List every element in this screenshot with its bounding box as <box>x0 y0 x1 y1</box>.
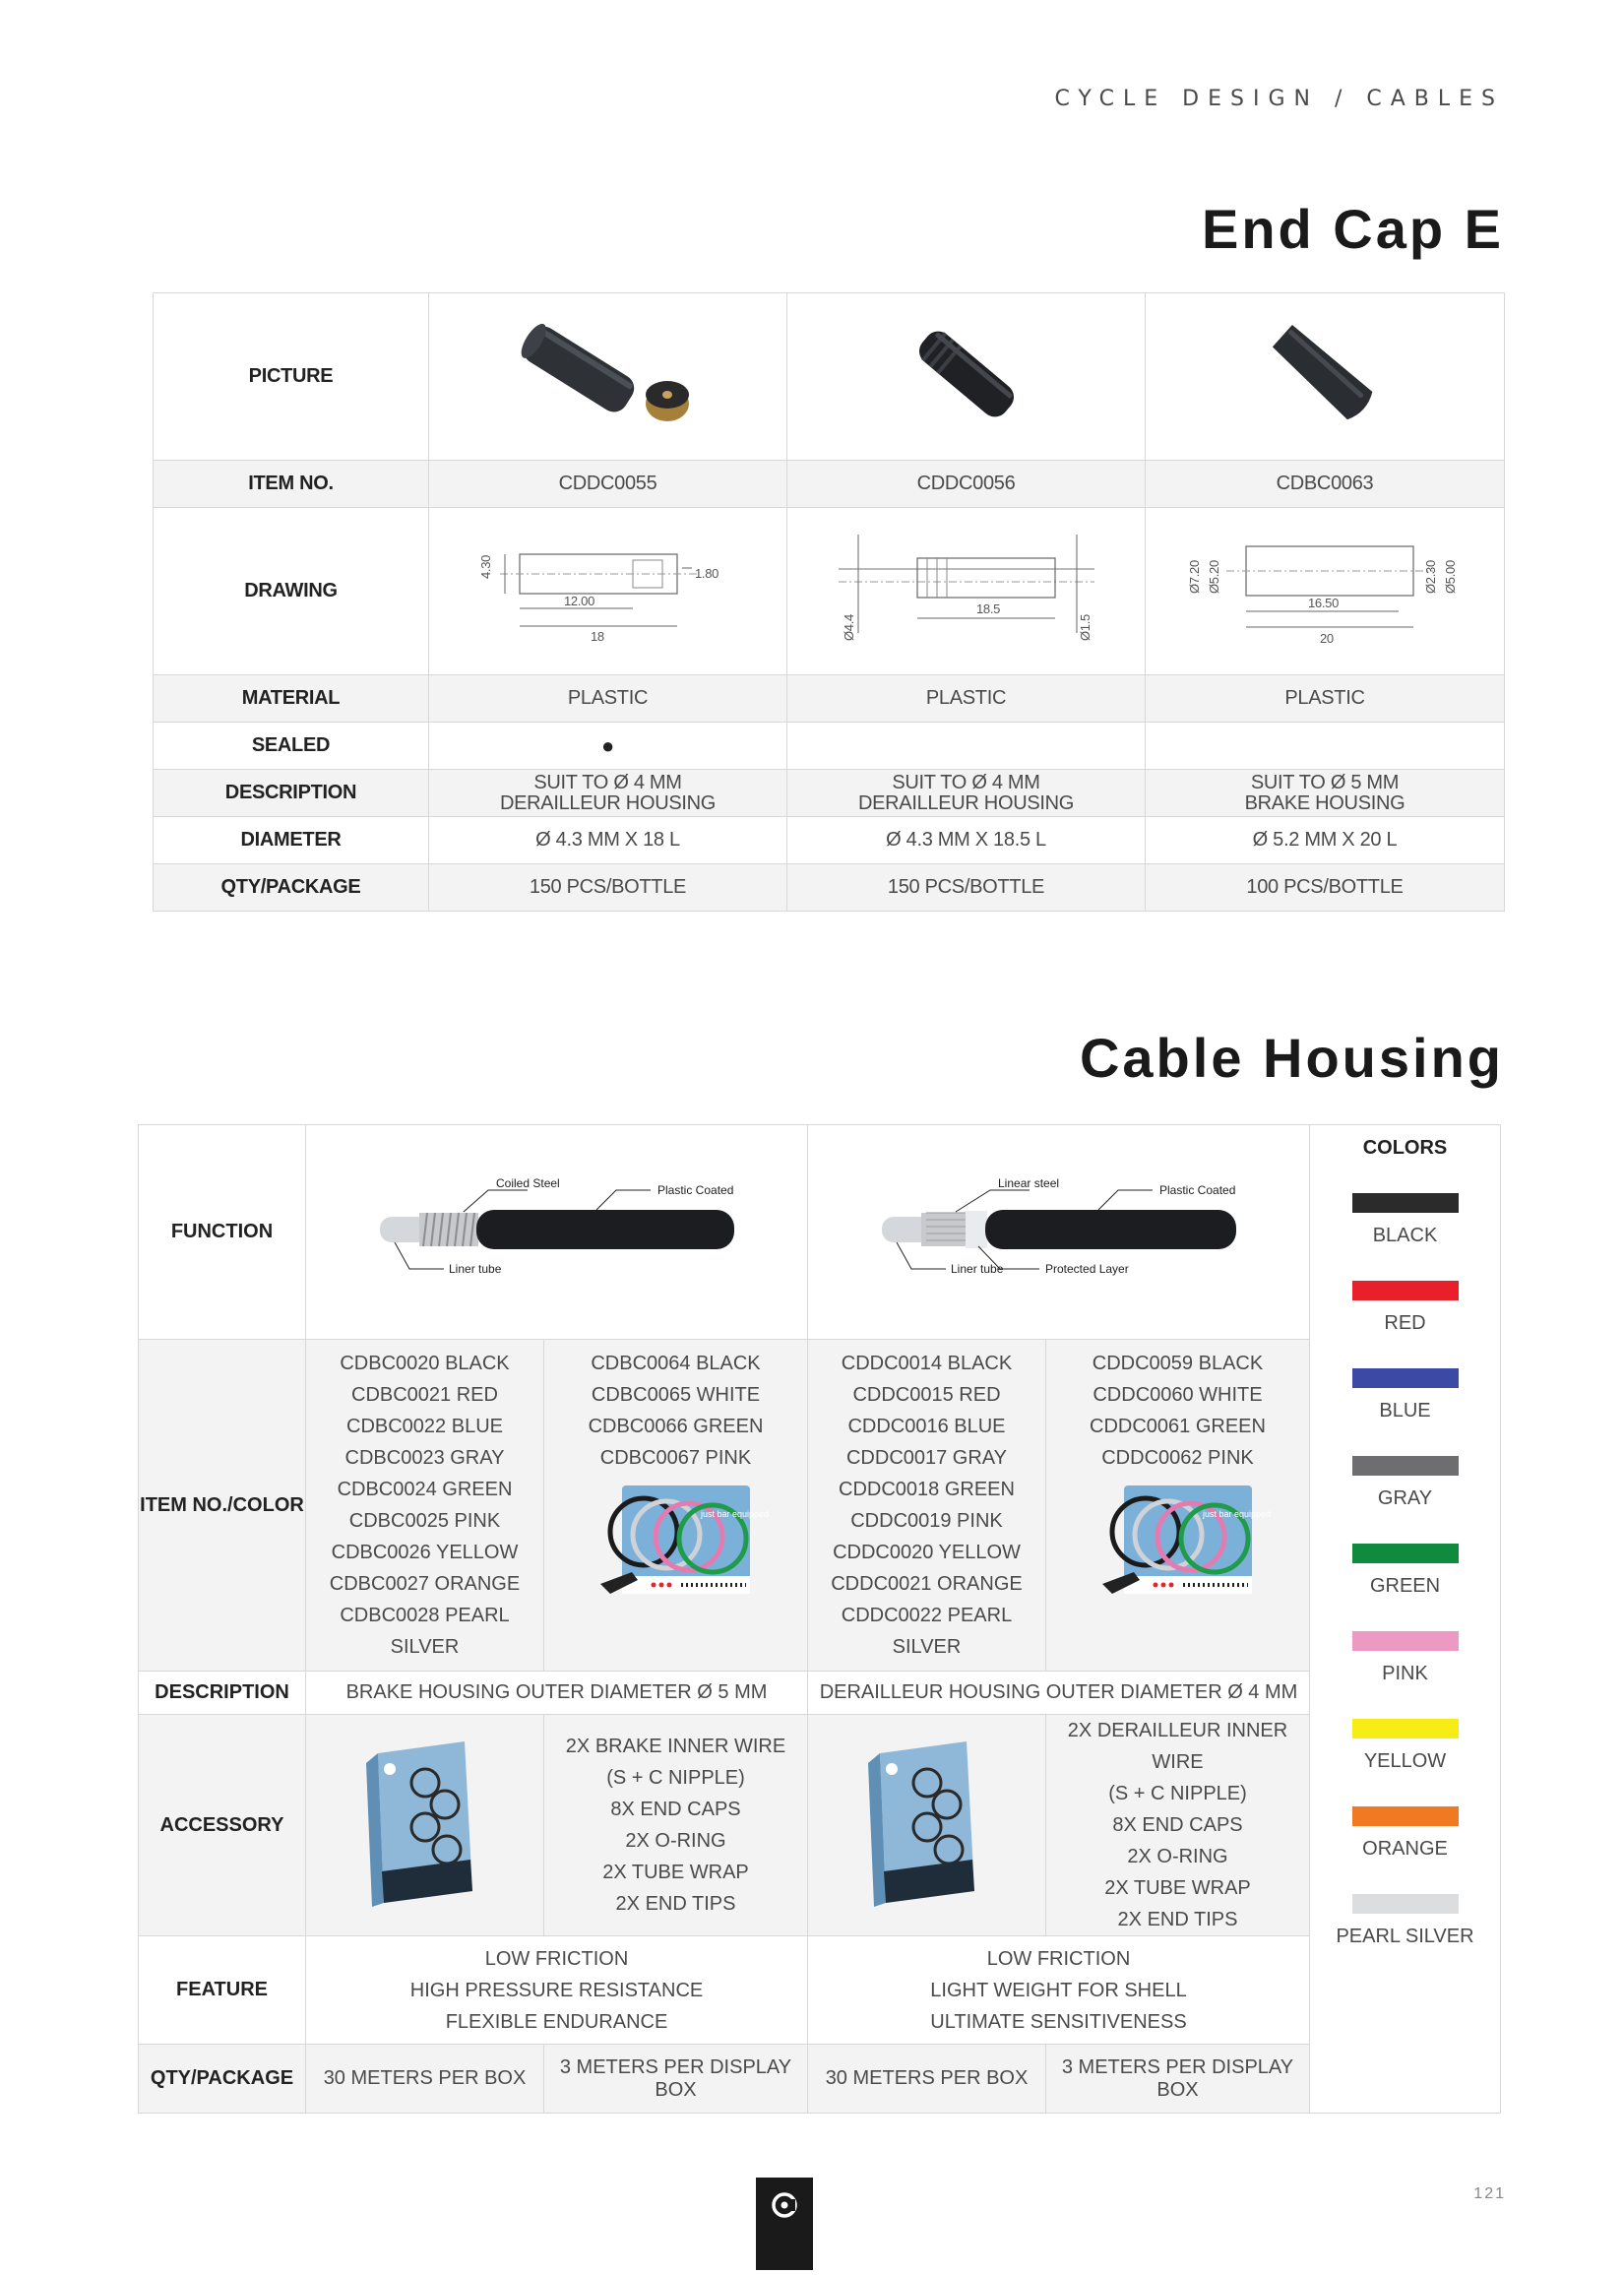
accessory-entry: 2X END TIPS <box>1117 1909 1238 1930</box>
row-label-drawing: DRAWING <box>154 508 429 675</box>
color-swatch <box>1352 1281 1459 1300</box>
diagram-label: Protected Layer <box>1044 1261 1129 1276</box>
row-label-picture: PICTURE <box>154 293 429 461</box>
item-color-entry: CDDC0022 PEARL SILVER <box>841 1605 1013 1658</box>
dim-label: Ø1.5 <box>1077 613 1093 641</box>
qty-1: 150 PCS/BOTTLE <box>429 864 787 912</box>
housing-title: Cable Housing <box>1079 1027 1504 1089</box>
row-label-description: DESCRIPTION <box>139 1672 306 1715</box>
brake-qty-box: 30 METERS PER BOX <box>306 2045 544 2114</box>
item-color-entry: CDDC0020 YELLOW <box>833 1542 1021 1563</box>
feature-entry: LOW FRICTION <box>986 1947 1131 1970</box>
diagram-label: Liner tube <box>950 1261 1003 1276</box>
derailleur-cable-diagram <box>872 1175 1246 1284</box>
item-color-entry: CDBC0027 ORANGE <box>329 1573 521 1595</box>
item-color-entry: CDBC0023 GRAY <box>344 1447 505 1469</box>
technical-drawing-2 <box>819 525 1114 653</box>
product-picture-1 <box>429 293 787 461</box>
accessory-entry: (S + C NIPPLE) <box>606 1767 745 1789</box>
derailleur-feature-list <box>808 1936 1310 2045</box>
brake-accessory-box <box>306 1715 544 1936</box>
row-label-qty: QTY/PACKAGE <box>139 2045 306 2114</box>
item-no-1: CDDC0055 <box>429 461 787 508</box>
dim-label: Ø5.20 <box>1207 559 1221 594</box>
color-swatch-label: GRAY <box>1377 1487 1433 1509</box>
color-swatch <box>1352 1806 1459 1826</box>
item-color-entry: CDDC0014 BLACK <box>841 1353 1013 1374</box>
item-color-entry: CDBC0064 BLACK <box>591 1353 761 1374</box>
dim-label: 12.00 <box>563 593 594 608</box>
dim-label: 4.30 <box>477 554 493 579</box>
dim-label: 18.5 <box>975 600 1000 616</box>
derailleur-display-items <box>1046 1340 1310 1672</box>
dim-label: 18 <box>590 628 604 644</box>
description-line: SUIT TO Ø 4 MM <box>533 771 682 793</box>
description-2 <box>787 770 1146 817</box>
item-color-entry: CDDC0016 BLUE <box>847 1416 1006 1437</box>
color-swatch <box>1352 1719 1459 1738</box>
row-label-description: DESCRIPTION <box>154 770 429 817</box>
color-swatch <box>1352 1456 1459 1476</box>
drawing-1 <box>429 508 787 675</box>
brake-description: BRAKE HOUSING OUTER DIAMETER Ø 5 MM <box>306 1672 808 1715</box>
display-box-text: just bar equipped <box>700 1509 769 1519</box>
colors-heading: COLORS <box>1362 1137 1448 1159</box>
row-label-qty: QTY/PACKAGE <box>154 864 429 912</box>
color-swatch <box>1352 1631 1459 1651</box>
item-color-entry: CDDC0061 GREEN <box>1090 1416 1266 1437</box>
derailleur-qty-display: 3 METERS PER DISPLAY BOX <box>1046 2045 1310 2114</box>
sealed-3 <box>1146 723 1505 770</box>
color-swatch-label: GREEN <box>1369 1575 1441 1597</box>
feature-entry: LOW FRICTION <box>484 1947 629 1970</box>
brake-function-diagram <box>306 1125 808 1340</box>
item-color-entry: CDDC0062 PINK <box>1101 1447 1254 1469</box>
color-swatch <box>1352 1894 1459 1914</box>
diagram-label: Plastic Coated <box>1158 1182 1235 1197</box>
brake-box-items <box>306 1340 544 1672</box>
item-color-entry: CDBC0021 RED <box>351 1384 498 1406</box>
accessory-entry: 2X TUBE WRAP <box>1104 1877 1251 1899</box>
accessory-box-image <box>868 1734 986 1911</box>
brake-cable-diagram <box>370 1175 744 1284</box>
accessory-entry: 2X TUBE WRAP <box>602 1862 749 1883</box>
end-cap-image-1 <box>510 310 707 438</box>
derailleur-function-diagram <box>808 1125 1310 1340</box>
item-color-entry: CDBC0066 GREEN <box>588 1416 764 1437</box>
dim-label: 16.50 <box>1308 595 1340 610</box>
row-label-accessory: ACCESSORY <box>139 1715 306 1936</box>
item-no-2: CDDC0056 <box>787 461 1146 508</box>
drawing-2 <box>787 508 1146 675</box>
description-line: BRAKE HOUSING <box>1244 791 1405 814</box>
feature-entry: FLEXIBLE ENDURANCE <box>445 2010 668 2033</box>
item-color-entry: CDDC0018 GREEN <box>839 1479 1015 1500</box>
display-box-image <box>593 1478 769 1606</box>
housing-table <box>138 1124 1501 2114</box>
display-box-text: just bar equipped <box>1202 1509 1271 1519</box>
drawing-3 <box>1146 508 1505 675</box>
item-color-entry: CDDC0017 GRAY <box>845 1447 1008 1469</box>
row-label-item-color: ITEM NO./COLOR <box>139 1340 306 1672</box>
footer-logo-tab <box>756 2178 813 2270</box>
dim-label: Ø5.00 <box>1443 559 1458 594</box>
item-color-entry: CDBC0020 BLACK <box>340 1353 510 1374</box>
accessory-entry: 2X BRAKE INNER WIRE <box>565 1736 786 1757</box>
derailleur-qty-box: 30 METERS PER BOX <box>808 2045 1046 2114</box>
diameter-3: Ø 5.2 MM X 20 L <box>1146 817 1505 864</box>
brake-accessory-list <box>544 1715 808 1936</box>
derailleur-accessory-list <box>1046 1715 1310 1936</box>
qty-3: 100 PCS/BOTTLE <box>1146 864 1505 912</box>
accessory-box-image <box>366 1734 484 1911</box>
item-color-entry: CDDC0060 WHITE <box>1093 1384 1263 1406</box>
diagram-label: Coiled Steel <box>495 1175 560 1190</box>
description-3 <box>1146 770 1505 817</box>
item-color-entry: CDBC0028 PEARL SILVER <box>340 1605 510 1658</box>
colors-column <box>1310 1125 1501 2114</box>
display-box-image <box>1094 1478 1271 1606</box>
color-swatch <box>1352 1368 1459 1388</box>
item-no-3: CDBC0063 <box>1146 461 1505 508</box>
item-color-entry: CDDC0015 RED <box>852 1384 1001 1406</box>
derailleur-accessory-box <box>808 1715 1046 1936</box>
end-cap-image-2 <box>898 310 1035 438</box>
accessory-entry: 8X END CAPS <box>610 1799 741 1820</box>
derailleur-box-items <box>808 1340 1046 1672</box>
page-header: CYCLE DESIGN / CABLES <box>1054 87 1504 111</box>
item-color-entry: CDBC0022 BLUE <box>346 1416 503 1437</box>
item-color-entry: CDDC0059 BLACK <box>1092 1353 1264 1374</box>
feature-entry: HIGH PRESSURE RESISTANCE <box>409 1979 704 2001</box>
item-color-entry: CDBC0067 PINK <box>599 1447 752 1469</box>
derailleur-description: DERAILLEUR HOUSING OUTER DIAMETER Ø 4 MM <box>808 1672 1310 1715</box>
row-label-item: ITEM NO. <box>154 461 429 508</box>
color-swatch <box>1352 1193 1459 1213</box>
diameter-1: Ø 4.3 MM X 18 L <box>429 817 787 864</box>
item-color-entry: CDBC0026 YELLOW <box>331 1542 519 1563</box>
row-label-material: MATERIAL <box>154 675 429 723</box>
accessory-entry: (S + C NIPPLE) <box>1108 1783 1247 1804</box>
brake-display-item-list <box>550 1348 801 1474</box>
brake-display-items <box>544 1340 808 1672</box>
color-swatch-label: PINK <box>1382 1663 1428 1684</box>
diagram-label: Liner tube <box>448 1261 501 1276</box>
brand-logo-icon <box>756 2178 813 2270</box>
end-cap-image-3 <box>1256 310 1394 438</box>
diagram-label: Plastic Coated <box>656 1182 733 1197</box>
row-label-feature: FEATURE <box>139 1936 306 2045</box>
product-picture-3 <box>1146 293 1505 461</box>
description-line: SUIT TO Ø 5 MM <box>1250 771 1400 793</box>
derailleur-display-item-list <box>1052 1348 1303 1474</box>
technical-drawing-3 <box>1177 525 1472 653</box>
diameter-2: Ø 4.3 MM X 18.5 L <box>787 817 1146 864</box>
item-color-entry: CDBC0025 PINK <box>348 1510 501 1532</box>
row-label-diameter: DIAMETER <box>154 817 429 864</box>
technical-drawing-1 <box>461 525 756 653</box>
diagram-label: Linear steel <box>997 1175 1059 1190</box>
accessory-entry: 2X O-RING <box>625 1830 726 1852</box>
color-swatch <box>1352 1544 1459 1563</box>
brake-feature-list <box>306 1936 808 2045</box>
sealed-1: ● <box>429 723 787 770</box>
endcap-title: End Cap E <box>1201 198 1504 260</box>
item-color-entry: CDDC0021 ORANGE <box>831 1573 1023 1595</box>
accessory-entry: 2X O-RING <box>1127 1846 1228 1867</box>
material-2: PLASTIC <box>787 675 1146 723</box>
description-line: SUIT TO Ø 4 MM <box>892 771 1040 793</box>
feature-entry: LIGHT WEIGHT FOR SHELL <box>930 1979 1187 2001</box>
item-color-entry: CDBC0065 WHITE <box>591 1384 761 1406</box>
dim-label: Ø2.30 <box>1423 559 1438 594</box>
page-number: 121 <box>1473 2185 1506 2202</box>
brake-qty-display: 3 METERS PER DISPLAY BOX <box>544 2045 808 2114</box>
color-swatch-label: YELLOW <box>1363 1750 1447 1772</box>
feature-entry: ULTIMATE SENSITIVENESS <box>930 2010 1187 2033</box>
description-line: DERAILLEUR HOUSING <box>857 791 1075 814</box>
color-swatch-label: ORANGE <box>1362 1838 1448 1860</box>
color-swatch-label: BLUE <box>1379 1400 1431 1422</box>
color-swatch-label: RED <box>1384 1312 1426 1334</box>
description-line: DERAILLEUR HOUSING <box>499 791 717 814</box>
row-label-function: FUNCTION <box>139 1125 306 1340</box>
dim-label: Ø7.20 <box>1187 559 1202 594</box>
item-color-entry: CDBC0024 GREEN <box>337 1479 513 1500</box>
dim-label: Ø4.4 <box>841 613 856 641</box>
endcap-table <box>153 292 1505 912</box>
description-1 <box>429 770 787 817</box>
product-picture-2 <box>787 293 1146 461</box>
sealed-2 <box>787 723 1146 770</box>
material-1: PLASTIC <box>429 675 787 723</box>
accessory-entry: 2X END TIPS <box>615 1893 736 1915</box>
accessory-entry: 8X END CAPS <box>1112 1814 1243 1836</box>
color-swatch-label: BLACK <box>1372 1225 1438 1246</box>
material-3: PLASTIC <box>1146 675 1505 723</box>
accessory-entry: 2X DERAILLEUR INNER WIRE <box>1067 1720 1288 1773</box>
color-swatch-label: PEARL SILVER <box>1336 1926 1474 1947</box>
qty-2: 150 PCS/BOTTLE <box>787 864 1146 912</box>
color-swatch-list <box>1310 1160 1500 1948</box>
item-color-entry: CDDC0019 PINK <box>850 1510 1003 1532</box>
dim-label: 1.80 <box>694 565 718 581</box>
dim-label: 20 <box>1320 630 1334 646</box>
row-label-sealed: SEALED <box>154 723 429 770</box>
